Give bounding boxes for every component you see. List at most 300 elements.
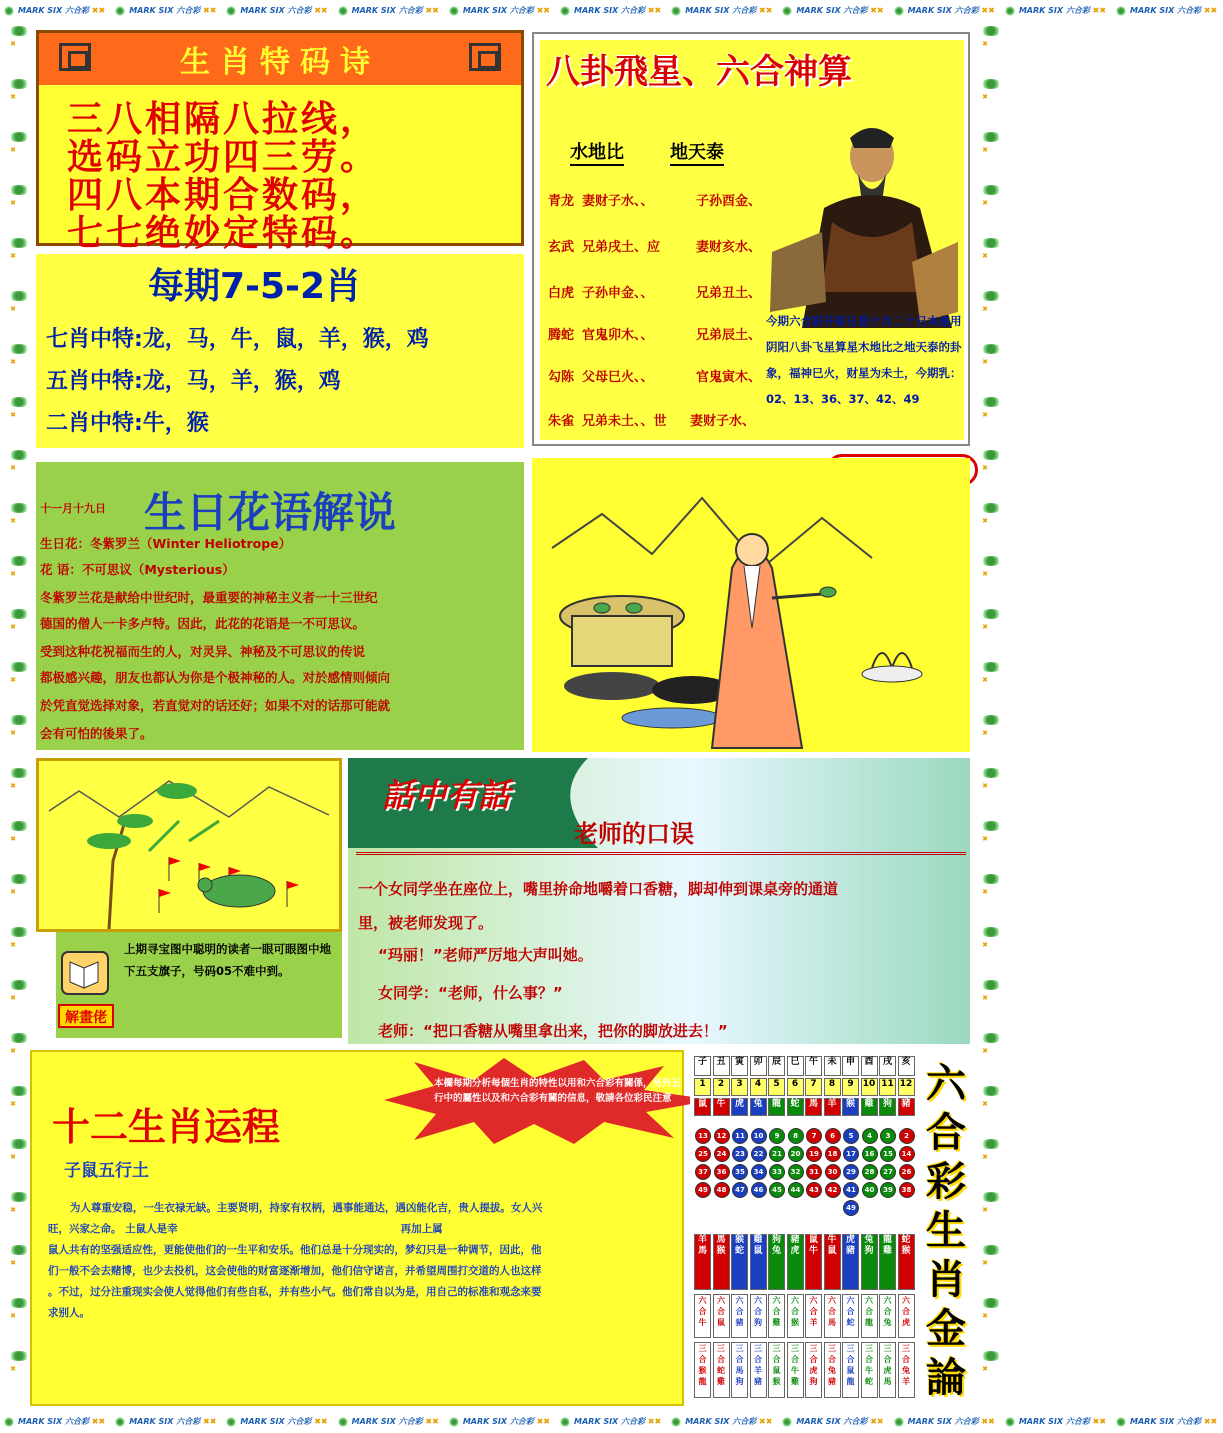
number-ball: 48 — [714, 1182, 730, 1198]
cross-icon: ✖✖ — [422, 6, 439, 15]
zodiac-column — [787, 1056, 804, 1402]
brand-en: MARK SIX — [574, 6, 622, 15]
flower-icon — [8, 927, 30, 937]
number-cell: 9 — [842, 1078, 859, 1096]
enemy-cell: 豬 虎 — [787, 1234, 804, 1290]
zodiac-column — [768, 1056, 785, 1402]
cross-icon: ✖ — [982, 1047, 988, 1055]
flower-line: 冬紫罗兰花是献给中世纪时，最重要的神秘主义者一十三世纪 — [40, 590, 378, 605]
triad-cell: 三 合 馬 狗 — [731, 1342, 748, 1398]
zodiac-column — [842, 1056, 859, 1402]
branch-cell: 辰 — [768, 1056, 785, 1076]
flower-icon — [980, 609, 1002, 619]
triad-cell: 三 合 牛 雞 — [787, 1342, 804, 1398]
cross-icon: ✖ — [10, 411, 16, 419]
enemy-cell: 馬 猴 — [713, 1234, 730, 1290]
number-ball: 7 — [806, 1128, 822, 1144]
number-cell: 1 — [694, 1078, 711, 1096]
cross-icon: ✖ — [982, 1153, 988, 1161]
brand-en: MARK SIX — [462, 1417, 510, 1426]
number-ball: 49 — [695, 1182, 711, 1198]
flower-icon — [449, 1417, 459, 1427]
brand-cn: 六合彩 — [398, 1417, 423, 1426]
flower-icon — [980, 874, 1002, 884]
cross-icon: ✖ — [982, 729, 988, 737]
number-cell: 11 — [879, 1078, 896, 1096]
triad-cell: 三 合 猴 龍 — [694, 1342, 711, 1398]
flower-icon — [980, 1351, 1002, 1361]
treasure-hint-panel — [56, 932, 342, 1038]
flower-icon — [671, 6, 681, 16]
harmony-cell: 六 合 龍 — [861, 1294, 878, 1338]
treasure-drawing — [39, 761, 339, 929]
cross-icon: ✖ — [10, 93, 16, 101]
cross-icon: ✖ — [10, 146, 16, 154]
flower-line: 花 语：不可思议（Mysterious） — [40, 562, 235, 577]
flower-icon — [8, 1298, 30, 1308]
cross-icon: ✖ — [982, 40, 988, 48]
flower-icon — [980, 132, 1002, 142]
number-ball: 10 — [751, 1128, 767, 1144]
number-ball: 31 — [806, 1164, 822, 1180]
brand-en: MARK SIX — [351, 1417, 399, 1426]
frame-icon — [59, 43, 91, 71]
flower-icon — [980, 1245, 1002, 1255]
flower-icon — [980, 927, 1002, 937]
cross-icon: ✖ — [10, 570, 16, 578]
flower-icon — [980, 185, 1002, 195]
number-cell: 10 — [861, 1078, 878, 1096]
cross-icon: ✖✖ — [311, 1417, 328, 1426]
poem-title: 生肖特码诗 — [180, 45, 380, 80]
number-ball: 25 — [695, 1146, 711, 1162]
zodiac-line: 五肖中特:龙，马，羊，猴，鸡 — [46, 369, 341, 394]
animal-cell: 鼠 — [694, 1098, 711, 1116]
bagua-right-line: 兄弟辰土、 — [696, 328, 762, 343]
cross-icon: ✖✖ — [89, 6, 106, 15]
harmony-cell: 六 合 蛇 — [842, 1294, 859, 1338]
border-unit — [778, 1411, 883, 1433]
zodiac-column — [879, 1056, 896, 1402]
flower-icon — [8, 1033, 30, 1043]
number-ball: 33 — [769, 1164, 785, 1180]
flower-icon — [980, 821, 1002, 831]
flower-icon — [894, 1417, 904, 1427]
zodiac-column — [861, 1056, 878, 1402]
flower-icon — [8, 79, 30, 89]
flower-icon — [782, 1417, 792, 1427]
number-ball: 35 — [732, 1164, 748, 1180]
flower-line: 德国的僧人一卡多卢特。因此，此花的花语是一不可思议。 — [40, 616, 366, 631]
cross-icon: ✖ — [10, 358, 16, 366]
border-unit — [1112, 0, 1217, 22]
number-cell: 6 — [787, 1078, 804, 1096]
animal-cell: 馬 — [805, 1098, 822, 1116]
flower-icon — [226, 6, 236, 16]
triad-cell: 三 合 兔 羊 — [898, 1342, 915, 1398]
cross-icon: ✖✖ — [200, 6, 217, 15]
brand-en: MARK SIX — [1130, 1417, 1178, 1426]
number-ball: 21 — [769, 1146, 785, 1162]
harmony-cell: 六 合 猴 — [787, 1294, 804, 1338]
brand-en: MARK SIX — [18, 1417, 65, 1426]
brand-cn: 六合彩 — [621, 6, 646, 15]
number-ball: 23 — [732, 1146, 748, 1162]
flower-line: 会有可怕的後果了。 — [40, 726, 153, 741]
zodiac-column — [750, 1056, 767, 1402]
sage-portrait-image — [762, 112, 960, 328]
flower-heading: 生日花语解说 — [144, 488, 397, 537]
animal-cell: 龍 — [768, 1098, 785, 1116]
fortune-body — [48, 1198, 674, 1324]
flower-icon — [8, 1139, 30, 1149]
flower-icon — [338, 6, 348, 16]
cross-icon: ✖✖ — [978, 1417, 995, 1426]
zodiac-column — [898, 1056, 915, 1402]
number-ball: 42 — [825, 1182, 841, 1198]
flower-icon — [980, 503, 1002, 513]
hexagram-left: 水地比 — [570, 138, 624, 166]
border-unit — [445, 0, 550, 22]
flower-icon — [980, 715, 1002, 725]
zodiac-column — [694, 1056, 711, 1402]
border-unit — [222, 1411, 327, 1433]
flower-line: 於凭直觉选择对象，若直觉对的话还好；如果不对的话那可能就 — [40, 698, 391, 713]
border-unit — [1112, 1411, 1217, 1433]
number-cell: 7 — [805, 1078, 822, 1096]
cross-icon: ✖✖ — [200, 1417, 217, 1426]
cross-icon: ✖ — [982, 199, 988, 207]
cross-icon: ✖ — [10, 464, 16, 472]
cross-icon: ✖✖ — [645, 6, 662, 15]
joke-line: 一个女同学坐在座位上，嘴里拚命地嚼着口香糖，脚却伸到课桌旁的通道 — [358, 880, 839, 898]
cross-icon: ✖ — [982, 676, 988, 684]
zodiac-column — [731, 1056, 748, 1402]
border-unit — [0, 1411, 105, 1433]
bagua-spirit: 朱雀 — [548, 414, 575, 429]
enemy-cell: 牛 鼠 — [824, 1234, 841, 1290]
border-unit — [890, 1411, 995, 1433]
zodiac-fortune-panel — [30, 1050, 684, 1406]
cross-icon: ✖✖ — [756, 6, 773, 15]
harmony-cell: 六 合 牛 — [694, 1294, 711, 1338]
number-cell: 2 — [713, 1078, 730, 1096]
cross-icon: ✖ — [10, 888, 16, 896]
branch-cell: 子 — [694, 1056, 711, 1076]
fortune-line: 鼠人共有的坚强适应性，更能使他们的一生平和安乐。他们总是十分现实的，梦幻只是一种调节，因此，他 — [48, 1244, 542, 1256]
harmony-cell: 六 合 馬 — [824, 1294, 841, 1338]
number-ball: 39 — [880, 1182, 896, 1198]
poem-line: 七七绝妙定特码。 — [67, 212, 380, 254]
flower-icon — [449, 6, 459, 16]
top-border-strip — [0, 0, 1218, 22]
cross-icon: ✖ — [10, 1206, 16, 1214]
flower-icon — [980, 1033, 1002, 1043]
zodiac-column — [805, 1056, 822, 1402]
cross-icon: ✖✖ — [1089, 6, 1107, 15]
bagua-title: 八卦飛星、六合神算 — [546, 52, 852, 92]
flower-icon — [8, 397, 30, 407]
flower-icon — [8, 26, 30, 36]
fortune-title: 十二生肖运程 — [52, 1104, 281, 1149]
flower-date: 十一月十九日 — [40, 502, 106, 515]
brand-cn: 六合彩 — [621, 1417, 646, 1426]
treasure-hint-text: 上期寻宝图中聪明的读者一眼可眼图中地下五支旗子，号码05不难中到。 — [124, 942, 331, 978]
harmony-cell: 六 合 兔 — [879, 1294, 896, 1338]
zodiac-column — [713, 1056, 730, 1402]
brand-en: MARK SIX — [796, 1417, 844, 1426]
brand-cn: 六合彩 — [954, 1417, 979, 1426]
flower-icon — [8, 238, 30, 248]
branch-cell: 丑 — [713, 1056, 730, 1076]
cross-icon: ✖✖ — [422, 1417, 439, 1426]
flower-icon — [980, 768, 1002, 778]
flower-icon — [980, 26, 1002, 36]
brand-cn: 六合彩 — [1065, 1417, 1090, 1426]
number-ball: 27 — [880, 1164, 896, 1180]
cross-icon: ✖ — [982, 570, 988, 578]
enemy-cell: 龍 雞 — [879, 1234, 896, 1290]
cross-icon: ✖✖ — [867, 1417, 884, 1426]
brand-en: MARK SIX — [240, 6, 288, 15]
solution-label: 解畫佬 — [58, 1004, 114, 1028]
cross-icon: ✖ — [10, 1365, 16, 1373]
bagua-spirit: 玄武 — [548, 240, 575, 255]
side-title-char: 彩 — [926, 1158, 966, 1205]
brand-en: MARK SIX — [574, 1417, 622, 1426]
border-unit — [890, 0, 995, 22]
border-unit — [222, 0, 327, 22]
branch-cell: 申 — [842, 1056, 859, 1076]
joke-line: 老师：“把口香糖从嘴里拿出来，把你的脚放进去！” — [378, 1022, 728, 1040]
cross-icon: ✖ — [10, 994, 16, 1002]
brand-en: MARK SIX — [351, 6, 399, 15]
joke-title: 老师的口误 — [574, 820, 694, 848]
treasure-hunt-image — [36, 758, 342, 932]
cross-icon: ✖ — [982, 941, 988, 949]
cross-icon: ✖ — [982, 1206, 988, 1214]
cross-icon: ✖ — [982, 411, 988, 419]
flower-line: 生日花：冬紫罗兰（Winter Heliotrope） — [40, 536, 292, 551]
border-unit — [111, 0, 216, 22]
cross-icon: ✖ — [10, 1100, 16, 1108]
zodiac-heading: 每期7-5-2肖 — [148, 266, 362, 307]
border-unit — [334, 0, 439, 22]
cross-icon: ✖✖ — [89, 1417, 106, 1426]
cross-icon: ✖ — [10, 199, 16, 207]
flower-icon — [1005, 1417, 1015, 1427]
number-ball: 36 — [714, 1164, 730, 1180]
enemy-cell: 雞 鼠 — [750, 1234, 767, 1290]
xuanji-sketch-image — [532, 458, 970, 752]
brand-en: MARK SIX — [129, 6, 177, 15]
cross-icon: ✖ — [10, 623, 16, 631]
cross-icon: ✖✖ — [1201, 1417, 1218, 1426]
brand-en: MARK SIX — [685, 1417, 733, 1426]
number-ball: 11 — [732, 1128, 748, 1144]
enemy-cell: 猴 蛇 — [731, 1234, 748, 1290]
bagua-spirit: 白虎 — [548, 286, 575, 301]
brand-cn: 六合彩 — [843, 6, 868, 15]
triad-cell: 三 合 牛 蛇 — [861, 1342, 878, 1398]
cross-icon: ✖✖ — [533, 6, 551, 15]
number-ball: 34 — [751, 1164, 767, 1180]
joke-line: “玛丽！”老师严厉地大声叫她。 — [378, 946, 593, 964]
number-cell: 3 — [731, 1078, 748, 1096]
brand-cn: 六合彩 — [732, 6, 757, 15]
border-unit — [1001, 1411, 1106, 1433]
border-unit — [778, 0, 883, 22]
number-ball: 5 — [843, 1128, 859, 1144]
number-ball: 3 — [880, 1128, 896, 1144]
flower-icon — [8, 715, 30, 725]
bagua-right-line: 兄弟丑土、 — [696, 286, 762, 301]
branch-cell: 酉 — [861, 1056, 878, 1076]
number-ball: 45 — [769, 1182, 785, 1198]
bagua-note: 今期六合彩开彩日是十月二十日本座用阴阳八卦飞星算星木地比之地天泰的卦象，福神巳火，财星为未土，今期乳：02、13、36、37、42、49 — [766, 314, 962, 406]
flower-icon — [4, 1417, 14, 1427]
brand-cn: 六合彩 — [509, 6, 534, 15]
number-ball: 37 — [695, 1164, 711, 1180]
triad-cell: 三 合 羊 豬 — [750, 1342, 767, 1398]
border-unit — [111, 1411, 216, 1433]
harmony-cell: 六 合 豬 — [731, 1294, 748, 1338]
number-ball: 47 — [732, 1182, 748, 1198]
flower-icon — [980, 556, 1002, 566]
zodiac-column — [824, 1056, 841, 1402]
number-ball: 24 — [714, 1146, 730, 1162]
joke-panel — [348, 758, 970, 1044]
poem-line: 四八本期合数码， — [67, 174, 380, 216]
flower-icon — [8, 1245, 30, 1255]
bagua-right-line: 妻财子水、 — [690, 414, 756, 429]
brand-cn: 六合彩 — [843, 1417, 868, 1426]
cross-icon: ✖ — [10, 1312, 16, 1320]
number-cell: 8 — [824, 1078, 841, 1096]
number-ball: 16 — [862, 1146, 878, 1162]
cross-icon: ✖✖ — [756, 1417, 773, 1426]
number-ball: 40 — [862, 1182, 878, 1198]
cross-icon: ✖ — [982, 623, 988, 631]
side-title-char: 肖 — [926, 1256, 966, 1303]
flower-icon — [1116, 6, 1126, 16]
number-ball: 8 — [788, 1128, 804, 1144]
zodiac-number-table — [690, 1052, 916, 1406]
bagua-spirit: 青龙 — [548, 194, 575, 209]
number-ball: 32 — [788, 1164, 804, 1180]
flower-line: 都极感兴趣，朋友也都认为你是个极神秘的人。对於感情则倾向 — [40, 670, 391, 685]
number-ball: 44 — [788, 1182, 804, 1198]
flower-icon — [560, 1417, 570, 1427]
cross-icon: ✖ — [982, 252, 988, 260]
flower-icon — [980, 1192, 1002, 1202]
brand-en: MARK SIX — [240, 1417, 288, 1426]
brand-en: MARK SIX — [1018, 6, 1066, 15]
brand-cn: 六合彩 — [176, 6, 201, 15]
animal-cell: 雞 — [861, 1098, 878, 1116]
animal-cell: 猴 — [842, 1098, 859, 1116]
cross-icon: ✖ — [10, 729, 16, 737]
flower-icon — [980, 980, 1002, 990]
triad-cell: 三 合 蛇 雞 — [713, 1342, 730, 1398]
cross-icon: ✖✖ — [978, 6, 995, 15]
cross-icon: ✖ — [982, 1365, 988, 1373]
flower-icon — [8, 344, 30, 354]
frame-icon — [469, 43, 501, 71]
cross-icon: ✖✖ — [533, 1417, 551, 1426]
cross-icon: ✖ — [10, 40, 16, 48]
flower-icon — [8, 556, 30, 566]
number-ball: 20 — [788, 1146, 804, 1162]
bottom-border-strip — [0, 1411, 1218, 1433]
bagua-left-line: 父母巳火、、 — [582, 370, 654, 385]
cross-icon: ✖ — [10, 782, 16, 790]
bagua-right-line: 子孙酉金、 — [696, 194, 762, 209]
fortune-line: 旺，兴家之命。 土鼠人是幸 再加上属 — [48, 1223, 443, 1235]
harmony-cell: 六 合 虎 — [898, 1294, 915, 1338]
side-title-char: 金 — [926, 1305, 966, 1352]
flower-icon — [8, 1086, 30, 1096]
animal-cell: 蛇 — [787, 1098, 804, 1116]
poem-line: 选码立功四三劳。 — [67, 136, 380, 178]
number-ball: 22 — [751, 1146, 767, 1162]
sketch-drawing — [532, 458, 970, 752]
branch-cell: 卯 — [750, 1056, 767, 1076]
joke-section-title: 話中有話 — [382, 776, 511, 814]
zodiac-line: 二肖中特:牛，猴 — [46, 411, 209, 436]
cross-icon: ✖ — [982, 93, 988, 101]
number-ball: 14 — [899, 1146, 915, 1162]
side-title-char: 生 — [926, 1207, 966, 1254]
cross-icon: ✖ — [10, 305, 16, 313]
flower-icon — [980, 291, 1002, 301]
side-title-char: 論 — [926, 1354, 966, 1401]
flower-icon — [980, 662, 1002, 672]
bagua-left-line: 兄弟未土、、世 — [582, 414, 667, 429]
flower-icon — [560, 6, 570, 16]
flower-icon — [782, 6, 792, 16]
bagua-right-line: 官鬼寅木、 — [696, 370, 762, 385]
cross-icon: ✖ — [982, 464, 988, 472]
flower-icon — [338, 1417, 348, 1427]
triad-cell: 三 合 虎 狗 — [805, 1342, 822, 1398]
fortune-line: 为人尊重安稳，一生衣禄无缺。主要贤明，持家有权柄，遇事能通达，遇凶能化吉，贵人提拔。女人兴 — [48, 1202, 543, 1214]
bagua-left-line: 兄弟戌土、应 — [582, 240, 661, 255]
cross-icon: ✖ — [982, 358, 988, 366]
flower-line: 受到这种花祝福而生的人，对灵异、神秘及不可思议的传说 — [40, 644, 366, 659]
brand-cn: 六合彩 — [65, 1417, 89, 1426]
flower-icon — [980, 397, 1002, 407]
brand-en: MARK SIX — [462, 6, 510, 15]
right-border-strip — [972, 22, 998, 1411]
brand-cn: 六合彩 — [65, 6, 89, 15]
cross-icon: ✖✖ — [1201, 6, 1218, 15]
zodiac-picks-panel — [36, 254, 524, 448]
number-ball: 29 — [843, 1164, 859, 1180]
number-ball: 38 — [899, 1182, 915, 1198]
bagua-body — [540, 40, 964, 440]
number-ball: 28 — [862, 1164, 878, 1180]
cross-icon: ✖ — [982, 146, 988, 154]
bagua-left-line: 官鬼卯木、、 — [582, 328, 654, 343]
cross-icon: ✖ — [10, 252, 16, 260]
border-unit — [556, 0, 661, 22]
flower-icon — [8, 609, 30, 619]
animal-cell: 兔 — [750, 1098, 767, 1116]
border-unit — [667, 1411, 772, 1433]
cross-icon: ✖ — [982, 782, 988, 790]
brand-cn: 六合彩 — [954, 6, 979, 15]
